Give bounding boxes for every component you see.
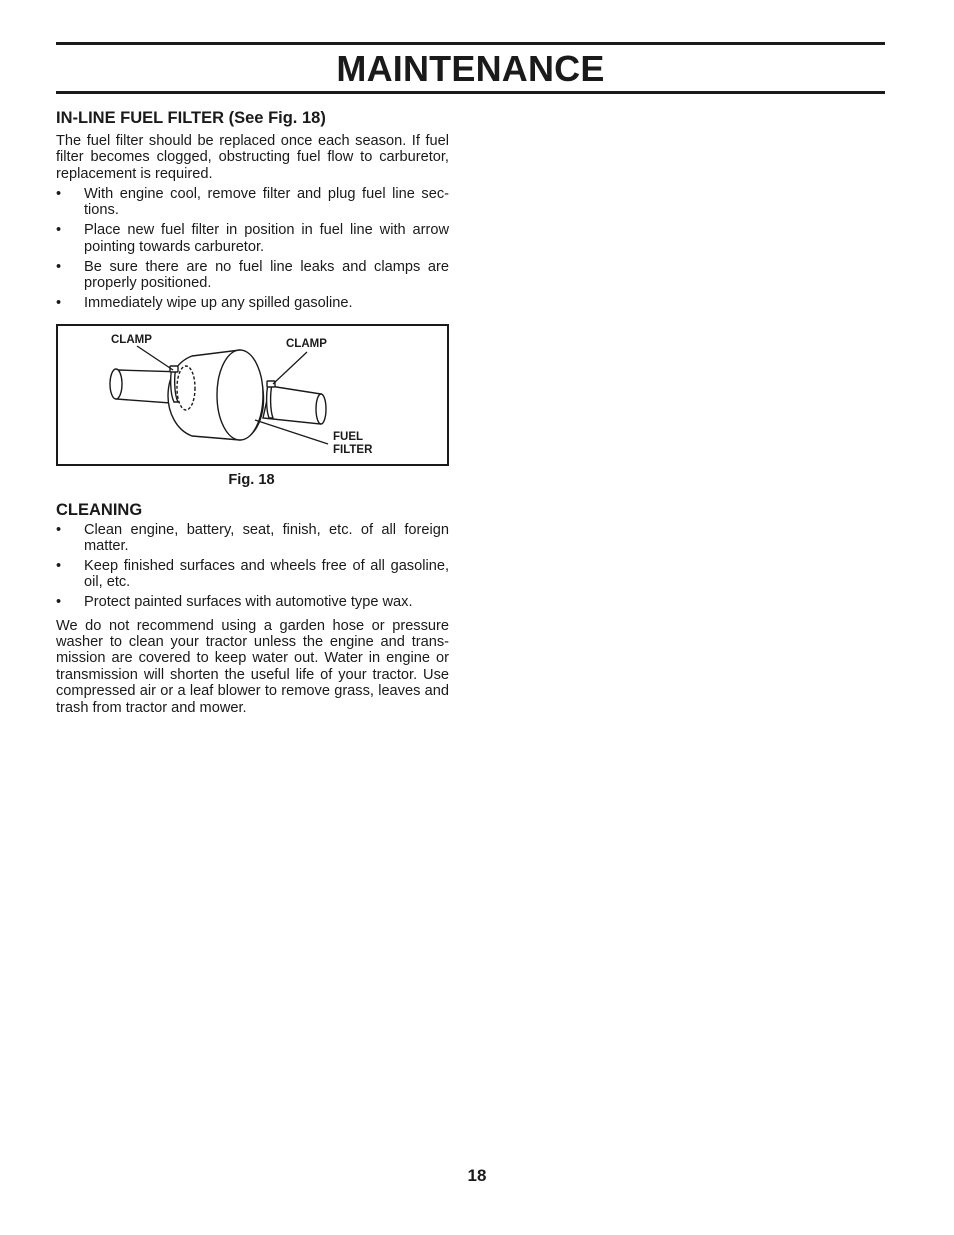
- page-header: [56, 42, 885, 94]
- cleaning-heading: CLEANING: [56, 501, 143, 520]
- fuel-filter-heading: IN-LINE FUEL FILTER (See Fig. 18): [56, 109, 326, 127]
- clamp-right-label: CLAMP: [286, 338, 327, 351]
- cleaning-section: [56, 500, 449, 716]
- list-item-text: Protect painted surfaces with automotive type wax.: [84, 594, 413, 611]
- figure-18: [56, 324, 449, 466]
- bullet: •: [56, 294, 62, 311]
- right-hose-end: [316, 394, 326, 424]
- clamp-right-leader: [273, 352, 307, 384]
- bullet: •: [56, 594, 62, 611]
- bullet: •: [56, 258, 62, 275]
- page-title: MAINTENANCE: [336, 48, 605, 89]
- bullet: •: [56, 222, 62, 239]
- cleaning-steps: [56, 522, 449, 611]
- list-item: [56, 222, 449, 254]
- figure-caption: Fig. 18: [228, 472, 275, 489]
- fuel-filter-intro: The fuel filter should be replaced once each season. If fuel filter becomes clogged, obstructing fuel flow to carburetor, replacement is required.: [56, 133, 449, 182]
- fuel-filter-steps: [56, 186, 449, 311]
- list-item-text: Clean engine, battery, seat, finish, etc. of all foreign matter.: [84, 522, 449, 555]
- list-item-text: Be sure there are no fuel line leaks and clamps are properly positioned.: [84, 258, 449, 291]
- list-item-text: Keep finished surfaces and wheels free of all gasoline, oil, etc.: [84, 558, 449, 591]
- list-item-text: With engine cool, remove filter and plug fuel line sec-tions.: [84, 186, 449, 219]
- page-number: 18: [467, 1166, 487, 1185]
- list-item: [56, 594, 449, 610]
- content-column: [56, 108, 449, 716]
- list-item-text: Immediately wipe up any spilled gasoline.: [84, 294, 353, 311]
- bullet: •: [56, 522, 62, 539]
- clamp-left-label: CLAMP: [111, 334, 152, 347]
- list-item: [56, 558, 449, 590]
- list-item: [56, 522, 449, 554]
- list-item: [56, 259, 449, 291]
- list-item-text: Place new fuel filter in position in fuel line with arrow pointing towards carburetor.: [84, 222, 449, 255]
- list-item: [56, 295, 449, 311]
- filter-outlet-face: [217, 350, 263, 440]
- fuel-filter-section: [56, 108, 449, 311]
- cleaning-paragraph: We do not recommend using a garden hose or pressure washer to clean your tractor unless the engine and trans-mission are covered to keep water out. Water in engine or transmission will shorten the useful life of your tractor. Use compressed air or a leaf blower to remove grass, leaves and trash from tractor and mower.: [56, 617, 449, 716]
- clamp-left-leader: [137, 346, 173, 370]
- bullet: •: [56, 186, 62, 203]
- fuel-filter-label-line2: FILTER: [333, 444, 373, 457]
- filter-inlet-ring: [177, 366, 195, 410]
- bullet: •: [56, 558, 62, 575]
- fuel-filter-label-line1: FUEL: [333, 431, 364, 444]
- list-item: [56, 186, 449, 218]
- left-hose-end: [110, 369, 122, 399]
